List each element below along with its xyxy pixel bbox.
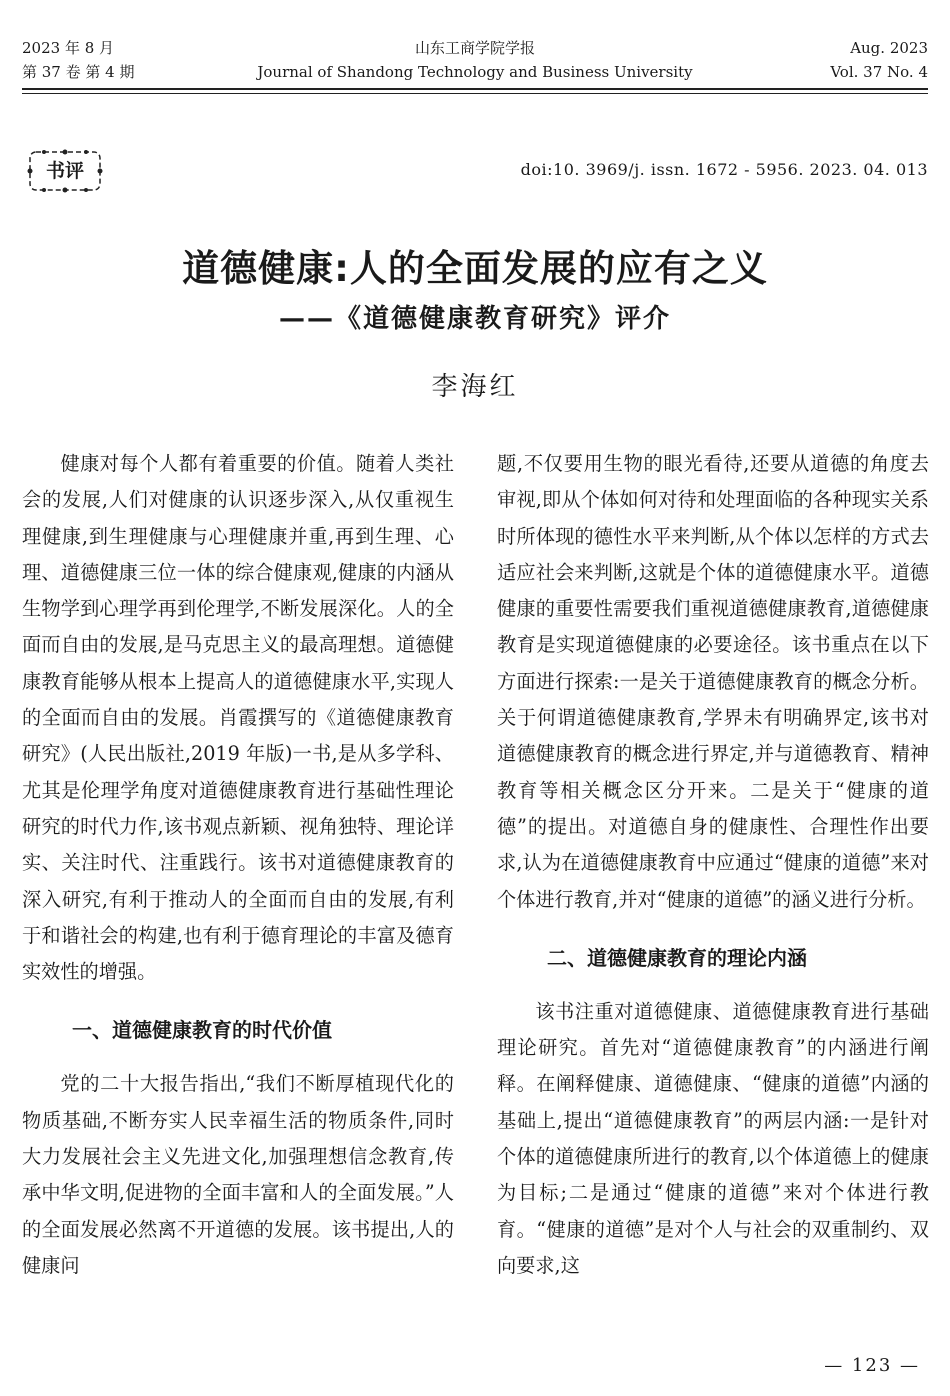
section-badge <box>24 146 106 196</box>
header-volume: 第 37 卷 第 4 期 <box>22 63 135 81</box>
left-column <box>22 446 454 1284</box>
author-name: 李海红 <box>431 372 519 402</box>
doi-identifier: doi:10. 3969/j. issn. 1672 - 5956. 2023. 04. 013 <box>520 160 928 179</box>
body-paragraph: 题,不仅要用生物的眼光看待,还要从道德的角度去审视,即从个体如何对待和处理面临的各种现实关系时所体现的德性水平来判断,从个体以怎样的方式去适应社会来判断,这就是个体的道德健康水平。道德健康的重要性需要我们重视道德健康教育,道德健康教育是实现道德健康的必要途径。该书重点在以下方面进行探索:一是关于道德健康教育的概念分析。关于何谓道德健康教育,学界未有明确界定,该书对道德健康教育的概念进行界定,并与道德教育、精神教育等相关概念区分开来。二是关于“健康的道德”的提出。对道德自身的健康性、合理性作出要求,认为在道德健康教育中应通过“健康的道德”来对个体进行教育,并对“健康的道德”的涵义进行分析。 <box>497 452 929 911</box>
header-volume-en: Vol. 37 No. 4 <box>830 63 928 81</box>
body-paragraph: 健康对每个人都有着重要的价值。随着人类社会的发展,人们对健康的认识逐步深入,从仅重视生理健康,到生理健康与心理健康并重,再到生理、心理、道德健康三位一体的综合健康观,健康的内涵从生物学到心理学再到伦理学,不断发展深化。人的全面而自由的发展,是马克思主义的最高理想。道德健康教育能够从根本上提高人的道德健康水平,实现人的全面而自由的发展。肖霞撰写的《道德健康教育研究》(人民出版社,2019 年版)一书,是从多学科、尤其是伦理学角度对道德健康教育进行基础性理论研究的时代力作,该书观点新颖、视角独特、理论详实、关注时代、注重践行。该书对道德健康教育的深入研究,有利于推动人的全面而自由的发展,有利于和谐社会的构建,也有利于德育理论的丰富及德育实效性的增强。 <box>22 452 454 984</box>
right-column <box>497 446 929 1284</box>
section-heading: 二、道德健康教育的理论内涵 <box>547 945 807 970</box>
header-date: 2023 年 8 月 <box>22 39 115 57</box>
header-date-en: Aug. 2023 <box>850 39 928 57</box>
journal-name <box>0 36 950 84</box>
body-paragraph: 党的二十大报告指出,“我们不断厚植现代化的物质基础,不断夯实人民幸福生活的物质条件,同时大力发展社会主义先进文化,加强理想信念教育,传承中华文明,促进物的全面丰富和人的全面发展。”人的全面发展必然离不开道德的发展。该书提出,人的健康问 <box>22 1072 454 1277</box>
header-journal-cn: 山东工商学院学报 <box>414 39 535 57</box>
page-number: — 123 — <box>824 1355 920 1376</box>
section-heading: 一、道德健康教育的时代价值 <box>72 1018 332 1043</box>
header-journal-en: Journal of Shandong Technology and Business University <box>257 63 693 81</box>
journal-date-issue-en <box>830 36 928 84</box>
header-rule-thick <box>22 88 928 90</box>
article-subtitle: ——《道德健康教育研究》评介 <box>278 304 671 334</box>
body-paragraph: 该书注重对道德健康、道德健康教育进行基础理论研究。首先对“道德健康教育”的内涵进行阐释。在阐释健康、道德健康、“健康的道德”内涵的基础上,提出“道德健康教育”的两层内涵:一是针对个体的道德健康所进行的教育,以个体道德上的健康为目标;二是通过“健康的道德”来对个体进行教育。“健康的道德”是对个人与社会的双重制约、双向要求,这 <box>497 999 929 1277</box>
badge-label: 书评 <box>45 160 84 182</box>
header-rule-thin <box>22 93 928 94</box>
article-title: 道德健康:人的全面发展的应有之义 <box>182 247 768 290</box>
